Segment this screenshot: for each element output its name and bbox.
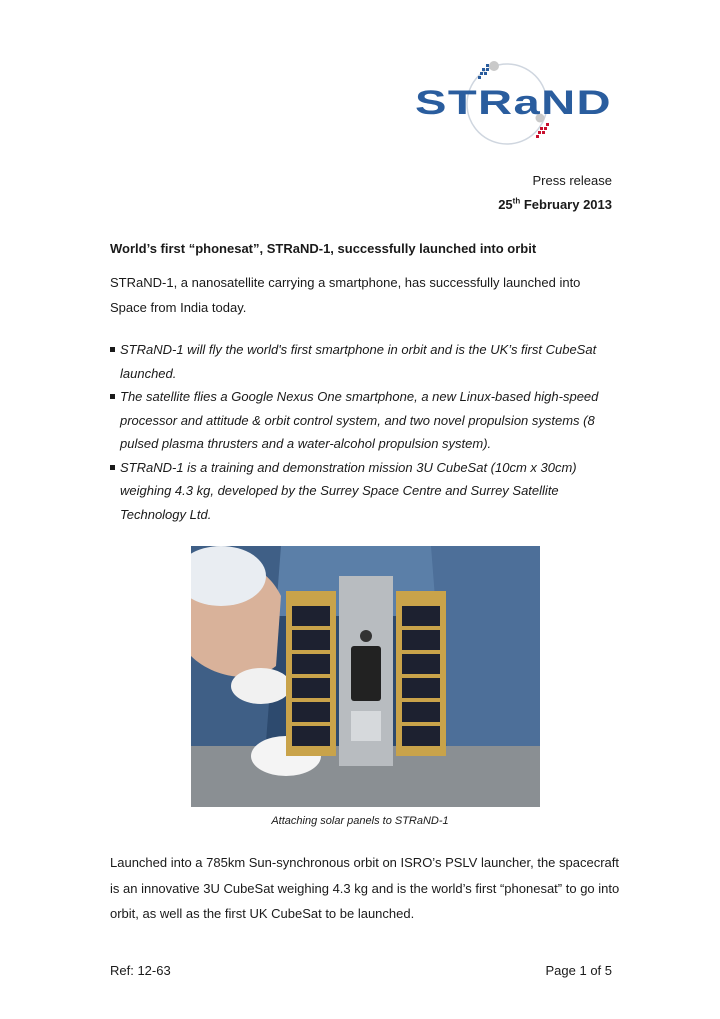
date-rest: February 2013: [520, 197, 612, 212]
date-day: 25: [498, 197, 513, 212]
date-suffix: th: [512, 196, 521, 206]
satellite-photo: [191, 546, 540, 807]
bullet-square-icon: [110, 465, 115, 470]
list-item: [110, 456, 615, 527]
strand-logo: [412, 56, 617, 156]
release-date: [498, 197, 612, 212]
bullet-square-icon: [110, 347, 115, 352]
headline: World’s first “phonesat”, STRaND-1, successfully launched into orbit: [110, 241, 537, 256]
list-item: [110, 385, 615, 456]
press-release-label: Press release: [532, 173, 612, 188]
bullet-square-icon: [110, 394, 115, 399]
bullet-text: The satellite flies a Google Nexus One smartphone, a new Linux-based high-speed processor and attitude & orbit control system, and two novel propulsion systems (8 pulsed plasma thrusters and a water-alcohol propulsion system).: [120, 389, 599, 451]
list-item: [110, 338, 615, 385]
footer-reference: Ref: 12-63: [110, 963, 171, 978]
footer-page-number: Page 1 of 5: [545, 963, 612, 978]
body-paragraph: Launched into a 785km Sun-synchronous orbit on ISRO’s PSLV launcher, the spacecraft is an innovative 3U CubeSat weighing 4.3 kg and is the world’s first “phonesat” to go into orbit, as well as the first UK CubeSat to be launched.: [110, 855, 620, 921]
photo-caption: Attaching solar panels to STRaND-1: [271, 815, 449, 827]
intro-paragraph: STRaND-1, a nanosatellite carrying a smartphone, has successfully launched into Space from India today.: [110, 275, 581, 315]
bullet-list: [110, 338, 615, 526]
bullet-text: STRaND-1 is a training and demonstration mission 3U CubeSat (10cm x 30cm) weighing 4.3 kg, developed by the Surrey Space Centre and Surrey Satellite Technology Ltd.: [120, 459, 577, 522]
bullet-text: STRaND-1 will fly the world's first smartphone in orbit and is the UK’s first CubeSat launched.: [120, 342, 597, 381]
logo-text: STRaND: [415, 84, 612, 122]
